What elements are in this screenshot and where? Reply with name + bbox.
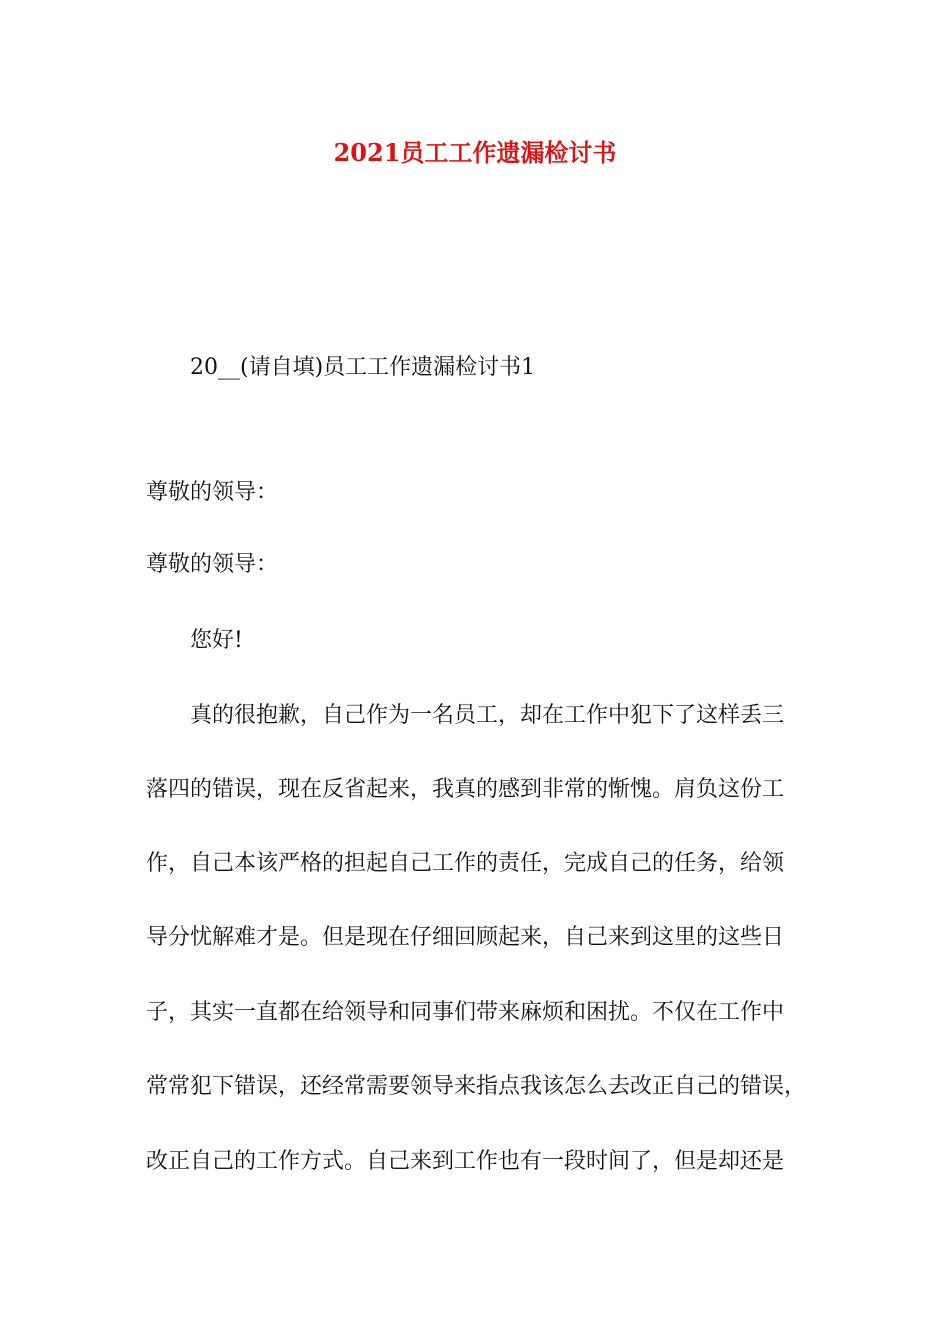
salutation-line: 尊敬的领导： [146, 552, 279, 577]
body-paragraph-line: 导分忧解难才是。但是现在仔细回顾起来，自己来到这里的这些日 [146, 925, 785, 950]
document-subheading: 20__(请自填)员工工作遗漏检讨书1 [190, 355, 536, 380]
salutation-line: 尊敬的领导： [146, 480, 279, 505]
greeting-line: 您好! [190, 628, 243, 653]
body-paragraph-line: 落四的错误，现在反省起来，我真的感到非常的惭愧。肩负这份工 [146, 777, 785, 802]
body-paragraph-line: 常常犯下错误，还经常需要领导来指点我该怎么去改正自己的错误， [146, 1074, 807, 1099]
body-paragraph-line: 作，自己本该严格的担起自己工作的责任，完成自己的任务，给领 [146, 851, 785, 876]
body-paragraph-line: 真的很抱歉，自己作为一名员工，却在工作中犯下了这样丢三 [190, 703, 785, 728]
body-paragraph-line: 子，其实一直都在给领导和同事们带来麻烦和困扰。不仅在工作中 [146, 1000, 785, 1025]
document-title: 2021员工工作遗漏检讨书 [333, 138, 617, 167]
body-paragraph-line: 改正自己的工作方式。自己来到工作也有一段时间了，但是却还是 [146, 1149, 785, 1174]
